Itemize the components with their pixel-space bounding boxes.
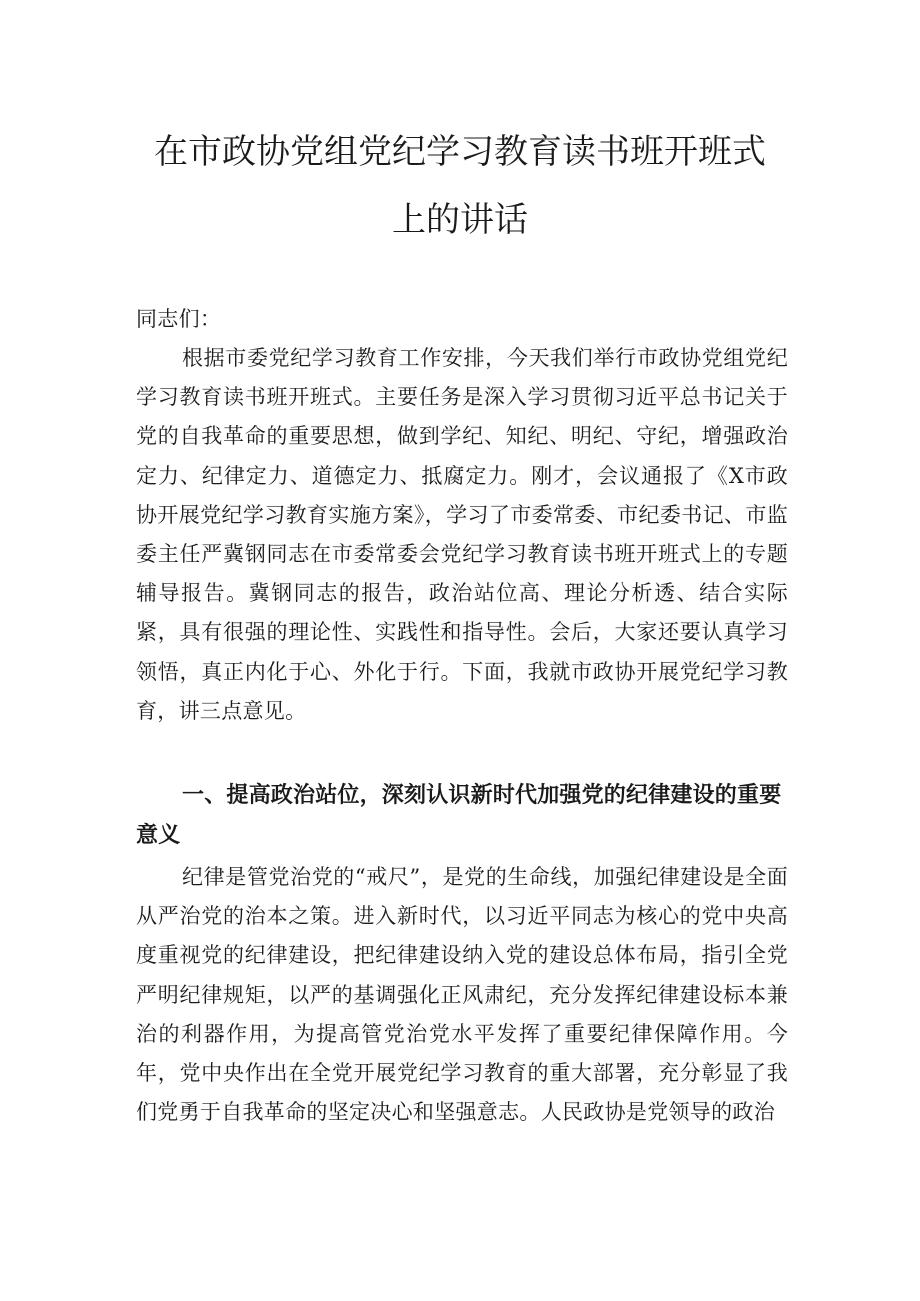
document-title-line-1: 在市政协党组党纪学习教育读书班开班式 [154,132,766,172]
body-paragraph-2: 纪律是管党治党的“戒尺”，是党的生命线，加强纪律建设是全面从严治党的治本之策。进入新时代，以习近平同志为核心的党中央高度重视党的纪律建设，把纪律建设纳入党的建设总体布局，指引全党严明纪律规矩，以严的基调强化正风肃纪，充分发挥纪律建设标本兼治的利器作用，为提高管党治党水平发挥了重要纪律保障作用。今年，党中央作出在全党开展党纪学习教育的重大部署，充分彰显了我们党勇于自我革命的坚定决心和坚强意志。人民政协是党领导的政治 [136,865,788,1125]
salutation: 同志们： [136,307,222,331]
document-title-line-2: 上的讲话 [392,200,528,240]
section-heading-1: 一、提高政治站位，深刻认识新时代加强党的纪律建设的重要意义 [136,783,782,848]
body-paragraph-1: 根据市委党纪学习教育工作安排，今天我们举行市政协党组党纪学习教育读书班开班式。主要任务是深入学习贯彻习近平总书记关于党的自我革命的重要思想，做到学纪、知纪、明纪、守纪，增强政治定力、纪律定力、道德定力、抵腐定力。刚才，会议通报了《X市政协开展党纪学习教育实施方案》，学习了市委常委、市纪委书记、市监委主任严冀钢同志在市委常委会党纪学习教育读书班开班式上的专题辅导报告。冀钢同志的报告，政治站位高、理论分析透、结合实际紧，具有很强的理论性、实践性和指导性。会后，大家还要认真学习领悟，真正内化于心、外化于行。下面，我就市政协开展党纪学习教育，讲三点意见。 [136,346,788,723]
